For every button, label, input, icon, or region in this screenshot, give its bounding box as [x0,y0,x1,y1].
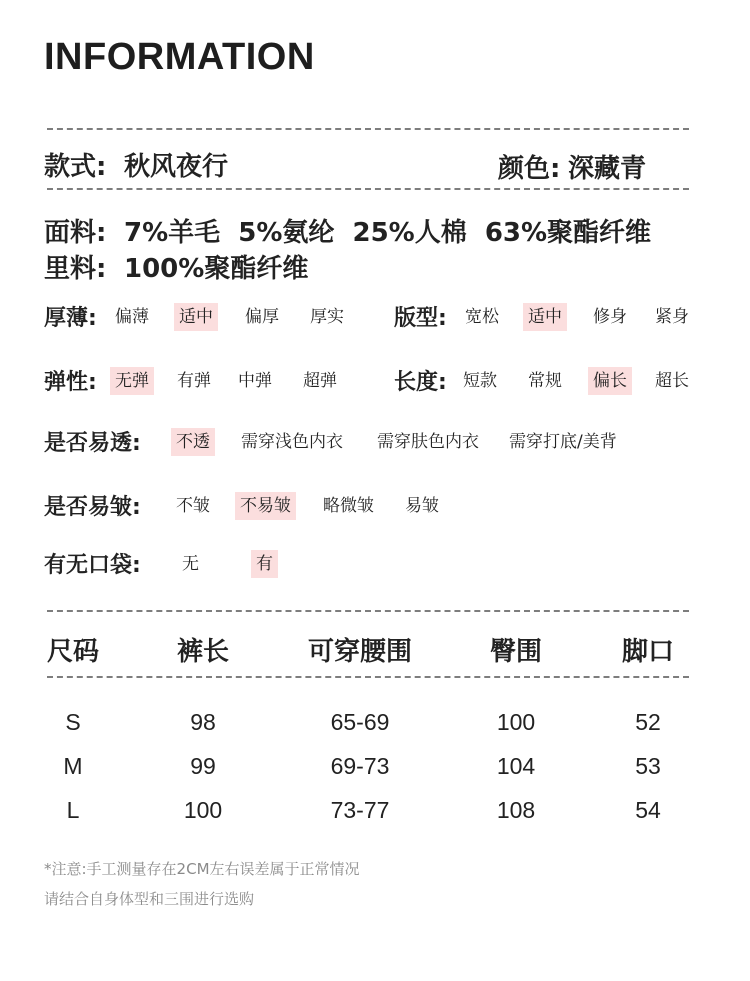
fabric-value: 7%羊毛 5%氨纶 25%人棉 63%聚酯纤维 [124,218,652,248]
size-table-cell: 73-77 [330,797,390,823]
size-table-cell: S [65,709,81,735]
size-table-header-cell: 尺码 [46,637,99,667]
size-table-cell: 54 [635,797,661,823]
size-table-header-cell: 裤长 [176,637,229,667]
size-table-header-cell: 可穿腰围 [307,637,412,667]
wrinkle-label: 是否易皱: [44,495,141,520]
size-table-cell: 53 [635,753,661,779]
lining-label: 里料: [44,254,107,284]
divider [47,128,689,130]
size-table-header-cell: 臀围 [489,637,542,667]
length-option: 超长 [655,371,689,391]
wrinkle-option: 略微皱 [323,496,374,516]
color-label: 颜色: [498,154,561,184]
size-table-cell: 69-73 [330,753,390,779]
thickness-option: 适中 [174,303,218,331]
elasticity-option: 超弹 [303,371,337,391]
transparency-option: 需穿肤色内衣 [377,432,479,452]
size-table-cell: 108 [496,797,536,823]
elasticity-option: 无弹 [110,367,154,395]
style-value: 秋风夜行 [124,152,229,182]
size-table-cell: 52 [635,709,661,735]
length-option: 短款 [463,371,497,391]
divider [47,610,689,612]
wrinkle-option: 不皱 [176,496,210,516]
fit-option: 适中 [523,303,567,331]
divider [47,188,689,190]
length-option: 偏长 [588,367,632,395]
style-label: 款式: [44,152,107,182]
size-table-cell: M [63,753,83,779]
transparency-option: 不透 [171,428,215,456]
elasticity-option: 有弹 [177,371,211,391]
fit-label: 版型: [394,306,447,331]
color-value: 深藏青 [568,154,647,184]
transparency-option: 需穿浅色内衣 [241,432,343,452]
wrinkle-option: 不易皱 [235,492,296,520]
size-table-cell: L [66,797,80,823]
elasticity-label: 弹性: [44,370,97,395]
fit-option: 宽松 [465,307,499,327]
wrinkle-option: 易皱 [405,496,439,516]
transparency-option: 需穿打底/美背 [509,432,617,452]
transparency-label: 是否易透: [44,431,141,456]
fabric-label: 面料: [44,218,107,248]
pockets-option: 有 [251,550,278,578]
thickness-option: 厚实 [310,307,344,327]
thickness-option: 偏薄 [115,307,149,327]
thickness-option: 偏厚 [245,307,279,327]
lining-value: 100%聚酯纤维 [124,254,309,284]
size-table-cell: 99 [190,753,216,779]
size-table-cell: 65-69 [330,709,390,735]
size-table-cell: 104 [496,753,536,779]
fit-option: 紧身 [655,307,689,327]
size-table-cell: 100 [183,797,223,823]
size-table-cell: 100 [496,709,536,735]
size-table-cell: 98 [190,709,216,735]
length-option: 常规 [528,371,562,391]
length-label: 长度: [394,370,447,395]
note-advice: 请结合自身体型和三围进行选购 [44,890,255,908]
size-table-header-cell: 脚口 [621,637,674,667]
page-title: INFORMATION [44,36,315,78]
note-measurement: *注意:手工测量存在2CM左右误差属于正常情况 [44,860,360,878]
pockets-label: 有无口袋: [44,553,141,578]
elasticity-option: 中弹 [238,371,272,391]
pockets-option: 无 [182,554,199,574]
thickness-label: 厚薄: [44,306,97,331]
fit-option: 修身 [593,307,627,327]
divider [47,676,689,678]
